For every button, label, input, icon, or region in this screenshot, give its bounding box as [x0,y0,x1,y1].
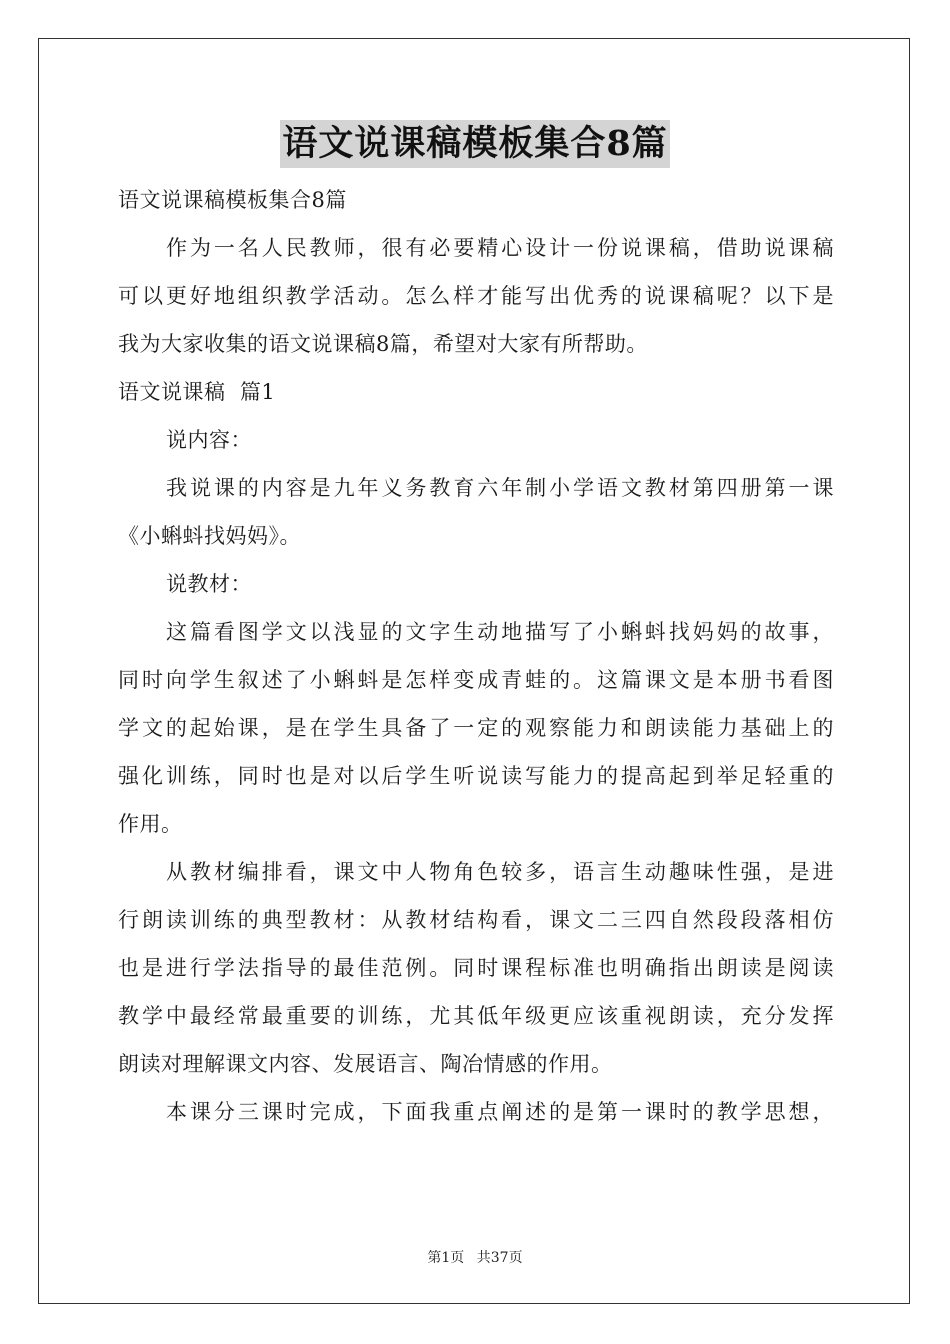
material-label: 说教材： [166,572,252,596]
content-paragraph [118,464,834,560]
intro-line: 作为一名人民教师，很有必要精心设计一份说课稿，借助说课稿 [166,236,834,260]
material-line: 学文的起始课，是在学生具备了一定的观察能力和朗读能力基础上的 [118,716,834,740]
page-total: 共37页 [476,1250,523,1266]
material-paragraph-2 [118,848,834,1088]
material-line: 强化训练，同时也是对以后学生听说读写能力的提高起到举足轻重的 [118,764,834,788]
page-number: 第1页 [427,1250,465,1266]
page-footer [0,1247,950,1267]
material-line: 朗读对理解课文内容、发展语言、陶冶情感的作用。 [118,1052,613,1076]
material-line: 作用。 [118,812,183,836]
document-body [118,176,834,1136]
material-line: 也是进行学法指导的最佳范例。同时课程标准也明确指出朗读是阅读 [118,956,834,980]
content-line: 《小蝌蚪找妈妈》。 [118,524,301,548]
material-paragraph-3 [118,1088,834,1136]
material-line: 从教材编排看，课文中人物角色较多，语言生动趣味性强，是进 [166,860,834,884]
document-subtitle: 语文说课稿模板集合8篇 [118,188,347,212]
document-title: 语文说课稿模板集合8篇 [280,120,669,168]
material-line: 同时向学生叙述了小蝌蚪是怎样变成青蛙的。这篇课文是本册书看图 [118,668,834,692]
material-line: 本课分三课时完成，下面我重点阐述的是第一课时的教学思想， [166,1100,834,1124]
material-line: 这篇看图学文以浅显的文字生动地描写了小蝌蚪找妈妈的故事， [166,620,834,644]
intro-line: 我为大家收集的语文说课稿8篇，希望对大家有所帮助。 [118,332,648,356]
intro-paragraph [118,224,834,368]
material-line: 行朗读训练的典型教材：从教材结构看，课文二三四自然段段落相仿 [118,908,834,932]
section-heading: 语文说课稿 篇1 [118,380,276,404]
material-line: 教学中最经常最重要的训练，尤其低年级更应该重视朗读，充分发挥 [118,1004,834,1028]
content-line: 我说课的内容是九年义务教育六年制小学语文教材第四册第一课 [166,476,834,500]
content-label: 说内容： [166,428,252,452]
title-block [0,120,950,168]
intro-line: 可以更好地组织教学活动。怎么样才能写出优秀的说课稿呢？以下是 [118,284,834,308]
material-paragraph-1 [118,608,834,848]
